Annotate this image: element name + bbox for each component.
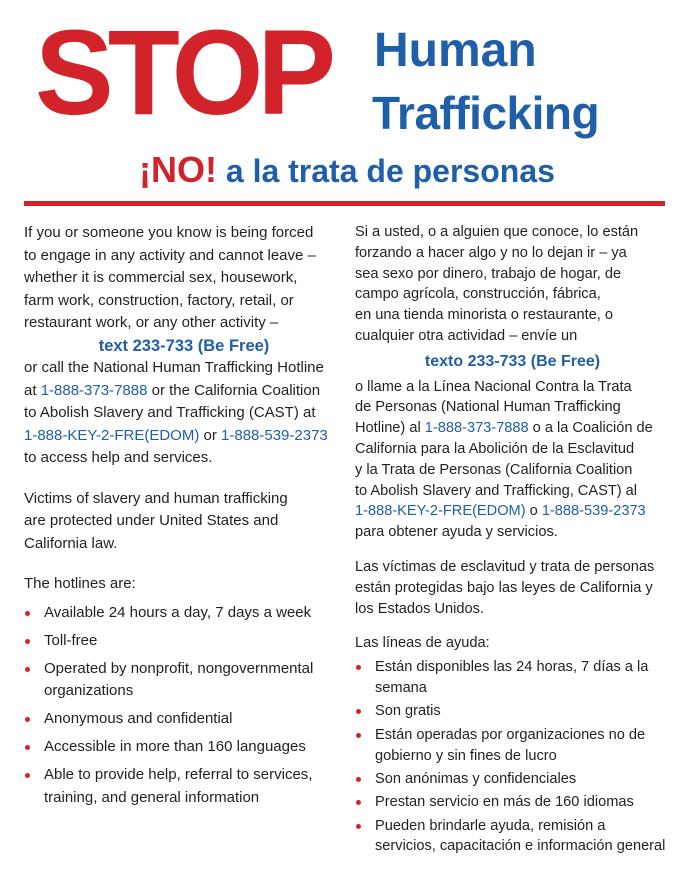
intro-line: cualquier otra actividad – envíe un <box>355 327 578 344</box>
phone-link-cast-alt[interactable]: 1-888-539-2373 <box>221 426 328 444</box>
intro-line: farm work, construction, factory, retail, or <box>24 291 294 309</box>
text-cta-spanish: texto 233-733 (Be Free) <box>424 352 601 370</box>
call-line: at <box>24 381 41 399</box>
call-line: or the California Coalition <box>147 381 321 399</box>
spanish-hotlines-heading: Las líneas de ayuda: <box>355 635 490 652</box>
call-line: to access help and services. <box>24 449 213 466</box>
intro-line: Si a usted, o a alguien que conoce, lo están <box>355 224 639 240</box>
intro-line: to engage in any activity and cannot leave – <box>24 246 316 264</box>
spanish-hotlines-list <box>355 657 670 857</box>
list-item: Operated by nonprofit, nongovernmental organizations <box>24 658 344 703</box>
spanish-intro <box>355 222 670 347</box>
victims-line: California law. <box>24 534 118 552</box>
list-item: Toll-free <box>24 630 344 653</box>
victims-line: los Estados Unidos. <box>355 600 484 617</box>
phone-link-cast[interactable]: 1-888-KEY-2-FRE(EDOM) <box>24 426 200 444</box>
english-intro <box>24 222 344 335</box>
header-divider <box>24 201 665 206</box>
intro-line: en una tienda minorista o restaurante, o <box>355 307 613 324</box>
spanish-subtitle <box>139 150 555 190</box>
call-line: de Personas (National Human Trafficking <box>355 399 621 416</box>
intro-line: If you or someone you know is being forced <box>24 224 314 241</box>
text-cta-english: text 233-733 (Be Free) <box>98 336 270 355</box>
no-exclamation: ¡NO! <box>139 149 217 190</box>
english-column <box>24 222 344 815</box>
spanish-victims-paragraph <box>355 557 670 619</box>
human-title: Human <box>374 24 537 77</box>
list-item: Son anónimas y confidenciales <box>355 769 670 790</box>
call-line: o llame a la Línea Nacional Contra la Trata <box>355 378 632 395</box>
call-line: or <box>199 426 222 444</box>
phone-link-national[interactable]: 1-888-373-7888 <box>424 420 529 437</box>
trafficking-title: Trafficking <box>372 87 600 139</box>
english-hotlines-list <box>24 602 344 810</box>
list-item: Prestan servicio en más de 160 idiomas <box>355 792 670 813</box>
stop-headline: STOP <box>35 5 331 141</box>
list-item: Available 24 hours a day, 7 days a week <box>24 602 344 625</box>
call-line: to Abolish Slavery and Trafficking, CAST) al <box>355 482 638 499</box>
english-victims-paragraph <box>24 488 344 556</box>
spanish-call-paragraph <box>355 377 670 543</box>
call-line: o a la Coalición de <box>528 420 653 437</box>
victims-line: Victims of slavery and human trafficking <box>24 489 288 507</box>
list-item: Able to provide help, referral to services, training, and general information <box>24 764 344 809</box>
call-line: para obtener ayuda y servicios. <box>355 524 558 541</box>
spanish-subtitle-text: a la trata de personas <box>216 153 555 189</box>
intro-line: forzando a hacer algo y no lo dejan ir – ya <box>355 244 627 261</box>
intro-line: restaurant work, or any other activity – <box>24 314 279 331</box>
victims-line: are protected under United States and <box>24 512 279 529</box>
list-item: Están disponibles las 24 horas, 7 días a la semana <box>355 657 670 699</box>
list-item: Están operadas por organizaciones no de gobierno y sin fines de lucro <box>355 725 670 767</box>
english-call-paragraph <box>24 357 344 470</box>
phone-link-cast-alt[interactable]: 1-888-539-2373 <box>541 503 646 520</box>
intro-line: whether it is commercial sex, housework, <box>24 269 298 286</box>
call-line: o <box>525 503 542 520</box>
phone-link-cast[interactable]: 1-888-KEY-2-FRE(EDOM) <box>355 503 526 520</box>
english-hotlines-heading: The hotlines are: <box>24 575 136 592</box>
spanish-column <box>355 222 670 860</box>
call-line: y la Trata de Personas (California Coalition <box>355 461 633 478</box>
victims-line: Las víctimas de esclavitud y trata de personas <box>355 558 655 575</box>
list-item: Anonymous and confidential <box>24 708 344 731</box>
list-item: Pueden brindarle ayuda, remisión a servicios, capacitación e información general <box>355 816 670 858</box>
call-line: California para la Abolición de la Esclavitud <box>355 440 635 457</box>
phone-link-national[interactable]: 1-888-373-7888 <box>40 381 148 399</box>
intro-line: campo agrícola, construcción, fábrica, <box>355 286 601 303</box>
call-line: or call the National Human Trafficking Hotline <box>24 359 324 376</box>
call-line: to Abolish Slavery and Trafficking (CAST) at <box>24 404 316 421</box>
list-item: Son gratis <box>355 701 670 722</box>
call-line: Hotline) al <box>355 420 425 437</box>
list-item: Accessible in more than 160 languages <box>24 736 344 759</box>
victims-line: están protegidas bajo las leyes de California y <box>355 579 653 596</box>
intro-line: sea sexo por dinero, trabajo de hogar, de <box>355 265 622 282</box>
